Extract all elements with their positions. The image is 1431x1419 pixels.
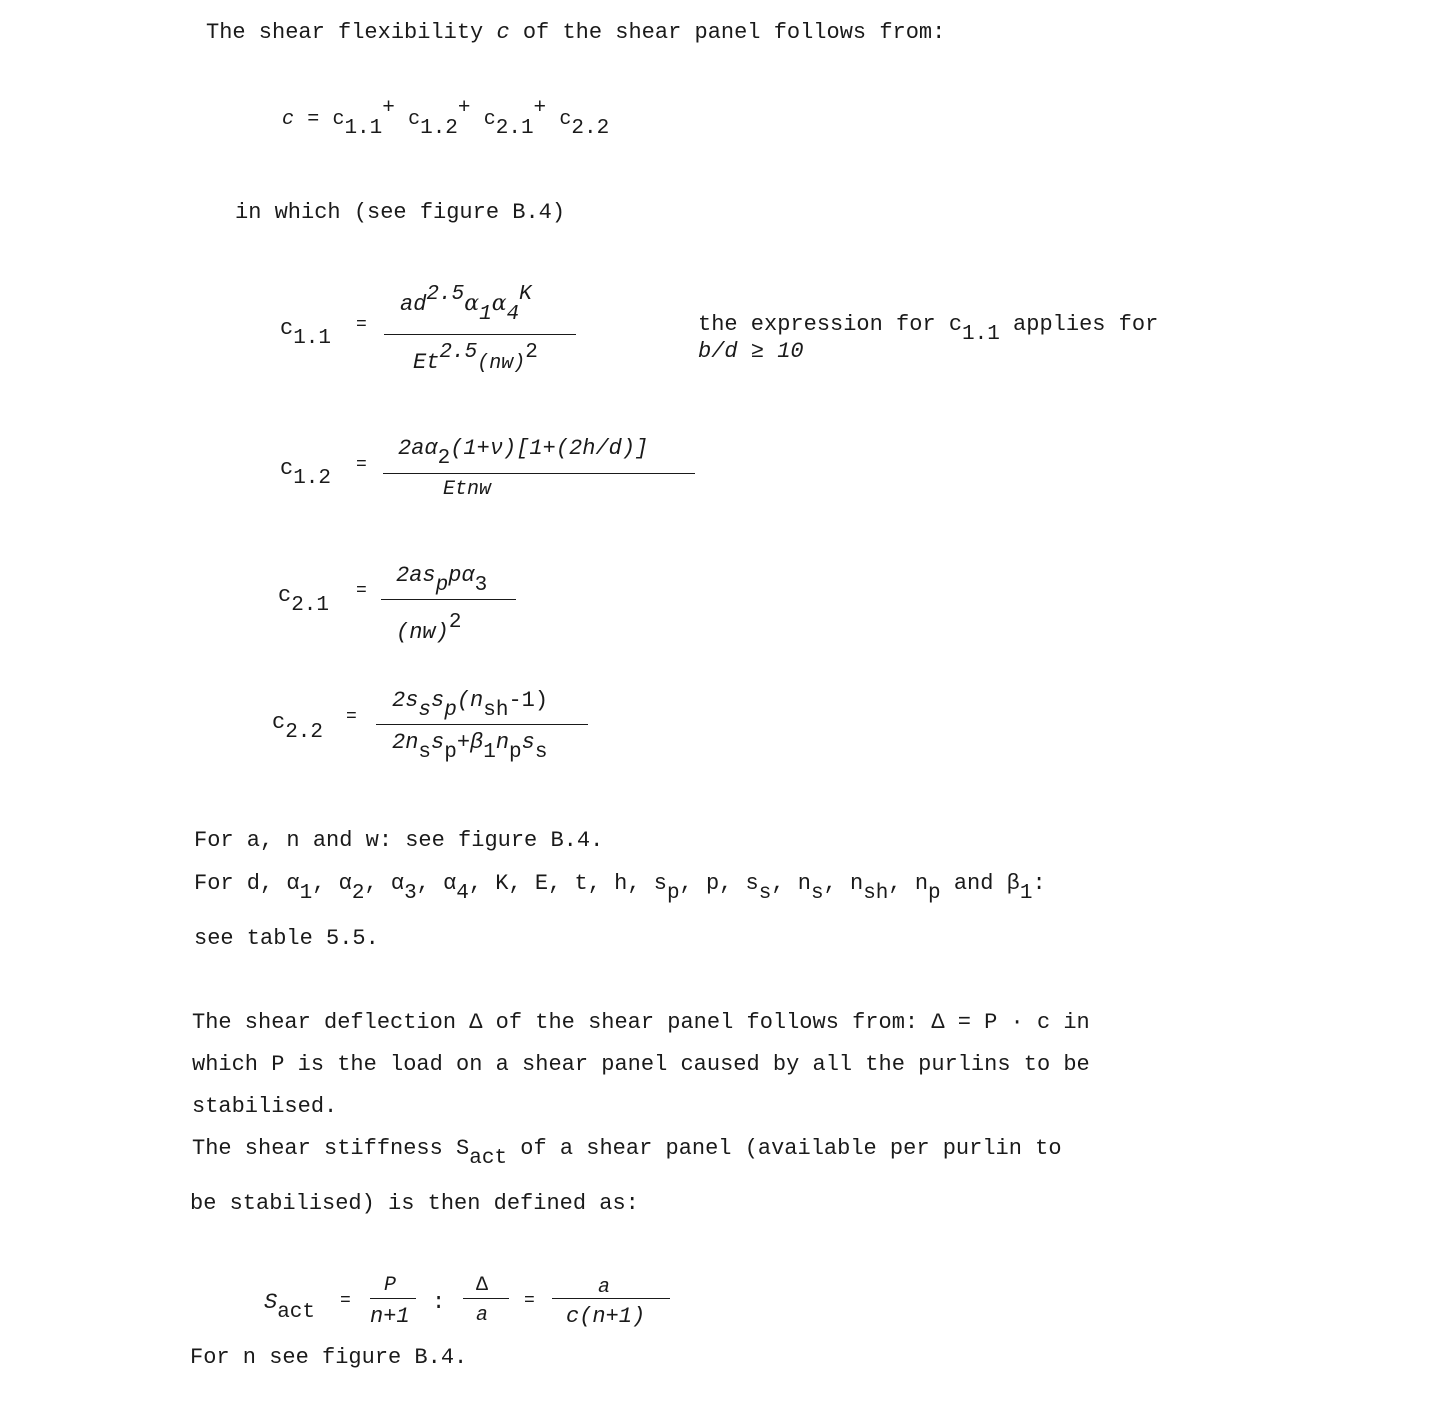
c21-num-sub-p: p [435,574,449,597]
c11-num-exp: 2.5 [426,283,465,306]
c11-lhs-sub: 1.1 [293,327,332,350]
deflection-line-3: stabilised. [192,1094,338,1119]
sact-f3-num: a [598,1276,611,1299]
c21-eq: = [356,581,367,601]
for2-pre: For d, α [194,871,300,896]
c22-numerator [392,688,549,722]
c11-num-ad: ad [400,292,427,317]
sact-f1-bar [370,1298,416,1299]
c11-note-text: the expression for c [698,312,963,337]
deflection-line-4 [192,1136,1062,1170]
for2-nsh: sh [863,882,889,905]
sact-colon: : [432,1290,446,1315]
c11-numerator [400,283,532,326]
c11-eq: = [356,315,367,335]
for2-a4: , α [416,871,457,896]
c22-den-s2: s [521,730,535,755]
main-lhs: c [282,108,295,131]
for2-s4: 4 [456,882,469,905]
for-line-1: For a, n and w: see figure B.4. [194,828,604,853]
plus-1: + [382,97,395,120]
c11-alpha4-sub: 4 [506,303,520,326]
for2-ss: s [758,882,772,905]
main-term3-sub: 2.1 [495,117,534,140]
for2-b1: 1 [1019,882,1033,905]
c22-den-sub-p: p [444,741,457,764]
c11-den-exp: 2.5 [439,341,478,364]
c11-alpha4: α [491,291,507,316]
main-eq-sign: = [307,108,320,131]
intro-var: c [496,20,510,45]
c11-K: K [519,283,532,306]
c22-lhs [272,710,324,744]
main-term3: c [483,108,496,131]
sact-lhs-base: S [264,1290,278,1315]
for2-ns: s [810,882,824,905]
c22-den-sub-s: s [418,741,432,764]
c21-num-p: pα [448,563,475,588]
c22-lhs-base: c [272,710,286,735]
for2-colon: : [1032,871,1046,896]
sact-eq2: = [524,1291,535,1311]
c21-num-a: 2as [396,563,436,588]
intro-line [206,22,945,44]
c22-den-n: n [495,730,510,755]
sact-lhs-sub: act [277,1301,316,1324]
sact-f3-bar [552,1298,670,1299]
c11-note-tail: applies for [999,312,1159,337]
for-line-2 [194,871,1046,905]
sact-eq1: = [340,1291,351,1311]
deflection-line-5: be stabilised) is then defined as: [190,1191,639,1216]
c12-denominator: Etnw [443,478,492,501]
c21-lhs-sub: 2.1 [291,594,330,617]
c12-lhs [280,456,332,490]
c22-eq: = [346,707,357,727]
c11-den-nw: (nw) [477,352,526,375]
defl4-post: of a shear panel (available per purlin to [507,1136,1062,1161]
for2-s2: 2 [351,882,365,905]
c22-den-sub-s2: s [534,741,548,764]
for2-n2: , n [823,871,864,896]
c22-num-sub-s: s [418,699,432,722]
c22-den-sub-1: 1 [483,741,496,764]
c21-den: (nw) [396,620,449,645]
sact-f3-den: c(n+1) [566,1304,646,1329]
defl4-sub: act [469,1147,508,1170]
main-term1-sub: 1.1 [344,117,383,140]
plus-3: + [533,97,547,120]
sact-f2-num: Δ [476,1274,489,1297]
sact-f1-den: n+1 [370,1304,410,1329]
c11-den-Et: Et [413,350,440,375]
for2-n: , n [771,871,811,896]
c21-denominator [396,611,462,645]
c22-num-sub-sh: sh [483,699,509,722]
sact-f2-bar [463,1298,509,1299]
plus-2: + [457,97,471,120]
c12-num-rest: (1+ν)[1+(2h/d)] [450,436,649,461]
c22-den-plus: +β [456,730,484,755]
c22-num-s: s [431,688,445,713]
intro-pre: The shear flexibility [206,20,497,45]
for2-a2: , α [312,871,352,896]
c12-num-a: 2aα [398,436,438,461]
main-term4: c [559,108,572,131]
c22-num-2s: 2s [392,688,419,713]
c12-numerator [398,436,649,470]
c21-numerator [396,563,488,597]
c21-num-sub-3: 3 [474,574,488,597]
main-equation [282,97,610,140]
sact-f2-den: a [476,1304,489,1327]
c11-note-sub: 1.1 [962,323,1000,346]
for2-sp: p [666,882,680,905]
for-line-3: see table 5.5. [194,926,379,951]
c22-num-paren: (n [456,688,484,713]
c11-alpha1-sub: 1 [479,303,492,326]
sact-lhs [264,1290,316,1324]
in-which-line: in which (see figure B.4) [235,200,566,225]
final-line: For n see figure B.4. [190,1345,468,1370]
c11-den-sq: 2 [525,341,538,364]
c11-fraction-bar [384,334,576,335]
for2-and: and β [940,871,1020,896]
c11-alpha1: α [464,291,480,316]
c12-lhs-base: c [280,456,294,481]
deflection-line-1: The shear deflection Δ of the shear panel follows from: Δ = P · c in [192,1010,1090,1035]
main-term4-sub: 2.2 [571,117,610,140]
c22-den-2n: 2n [392,730,419,755]
intro-post: of the shear panel follows from: [509,20,946,45]
main-term2: c [408,108,421,131]
for2-mid: , K, E, t, h, s [468,871,667,896]
c22-denominator [392,730,548,764]
c11-note-cond: b/d ≥ 10 [698,339,804,364]
c11-lhs [280,316,332,350]
c11-lhs-base: c [280,316,294,341]
c22-den-s: s [431,730,445,755]
defl4-pre: The shear stiffness S [192,1136,470,1161]
c22-fraction-bar [376,724,588,725]
c22-num-sub-p: p [444,699,457,722]
c12-eq: = [356,455,367,475]
for2-np: p [928,882,941,905]
c21-den-sq: 2 [448,611,462,634]
c12-num-sub: 2 [437,447,451,470]
c22-num-tail: -1) [508,688,549,713]
c12-lhs-sub: 1.2 [293,467,332,490]
c21-lhs-base: c [278,583,292,608]
for2-s3: 3 [404,882,417,905]
c11-note [698,312,1159,346]
c22-den-sub-p2: p [509,741,522,764]
for2-s1: 1 [299,882,313,905]
c21-lhs [278,583,330,617]
for2-a3: , α [364,871,405,896]
c21-fraction-bar [381,599,516,600]
main-term1: c [332,108,345,131]
for2-p: , p, s [679,871,759,896]
deflection-line-2: which P is the load on a shear panel caused by all the purlins to be [192,1052,1090,1077]
sact-f1-num: P [384,1274,397,1297]
c12-fraction-bar [383,473,695,474]
for2-n3: , n [888,871,929,896]
main-term2-sub: 1.2 [420,117,458,140]
c11-denominator [413,341,538,375]
c22-lhs-sub: 2.2 [285,721,324,744]
